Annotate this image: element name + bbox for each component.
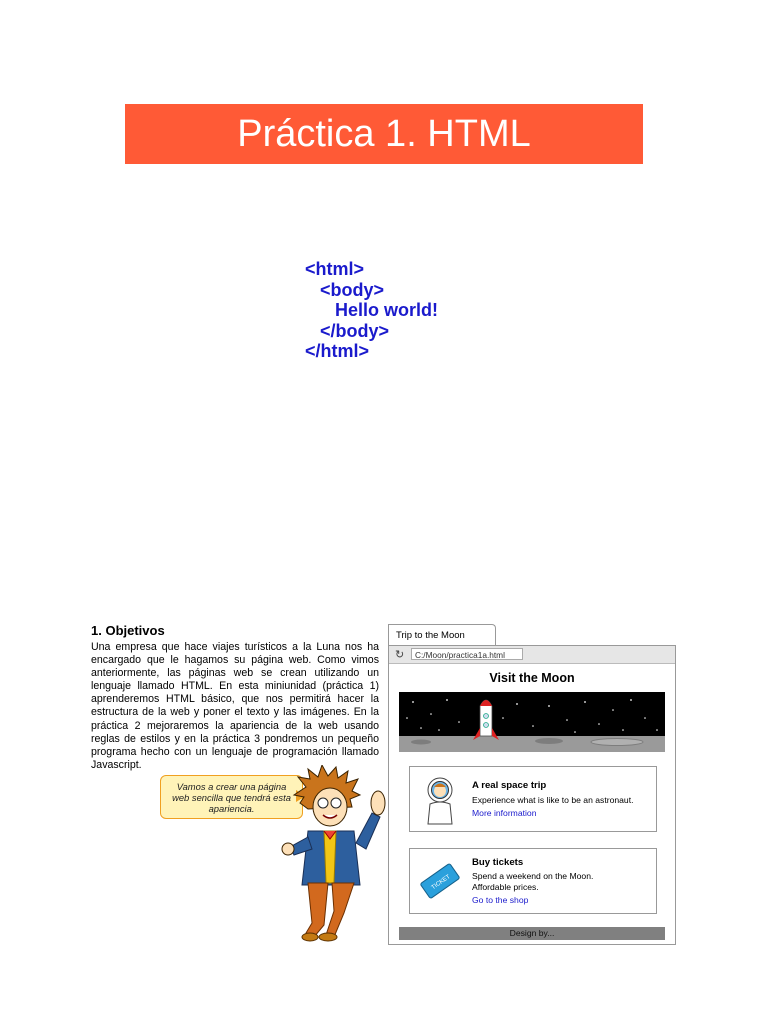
ticket-word: TICKET [430,874,452,892]
code-line: Hello world! [305,300,439,320]
code-line: <body> [305,279,385,300]
footer: Design by... [399,927,665,940]
browser-tab-label: Trip to the Moon [396,630,465,641]
code-line: </html> [305,341,370,361]
moon-banner [399,692,665,752]
address-bar [389,646,675,664]
section-heading: 1. Objetivos [91,623,165,638]
reload-icon[interactable]: ↻ [395,649,405,661]
browser-tab[interactable] [388,624,496,646]
section-body: Una empresa que hace viajes turísticos a la Luna nos ha encargado que le hagamos su página web. Como vimos anteriormente, las páginas web se crean utilizando un lenguaje llamado HTML. En esta miniunidad (práctica 1) aprenderemos HTML básico, que nos permitirá hacer la estructura de la web y poner el texto y las imágenes. En la práctica 2 mejoraremos la apariencia de la web usando reglas de estilos y en la práctica 3 pondremos un pequeño programa hecho con un lenguaje de programación llamado Javascript. [91,641,379,771]
card-text: Spend a weekend on the Moon. Affordable prices. [472,871,594,892]
code-line: <html> [305,259,365,279]
code-sample [305,259,438,362]
card-title: A real space trip [472,780,547,791]
speech-bubble-text: Vamos a crear una página web sencilla que tendrá esta apariencia. [172,780,291,814]
card-title: Buy tickets [472,857,524,868]
card-link[interactable]: Go to the shop [472,895,529,905]
page-heading: Visit the Moon [489,671,575,685]
url-field[interactable]: C:/Moon/practica1a.html [411,648,523,660]
card-text: Experience what is like to be an astronaut. [472,795,634,805]
ticket-icon [418,859,462,903]
code-line: </body> [305,320,390,341]
card-buy-tickets [409,848,657,914]
page-title: Práctica 1. HTML [125,104,643,164]
browser-window [388,645,676,945]
cartoon-character-icon [268,765,398,945]
card-space-trip [409,766,657,832]
card-link[interactable]: More information [472,808,537,818]
astronaut-icon [422,774,458,826]
starfield-image [399,692,665,752]
